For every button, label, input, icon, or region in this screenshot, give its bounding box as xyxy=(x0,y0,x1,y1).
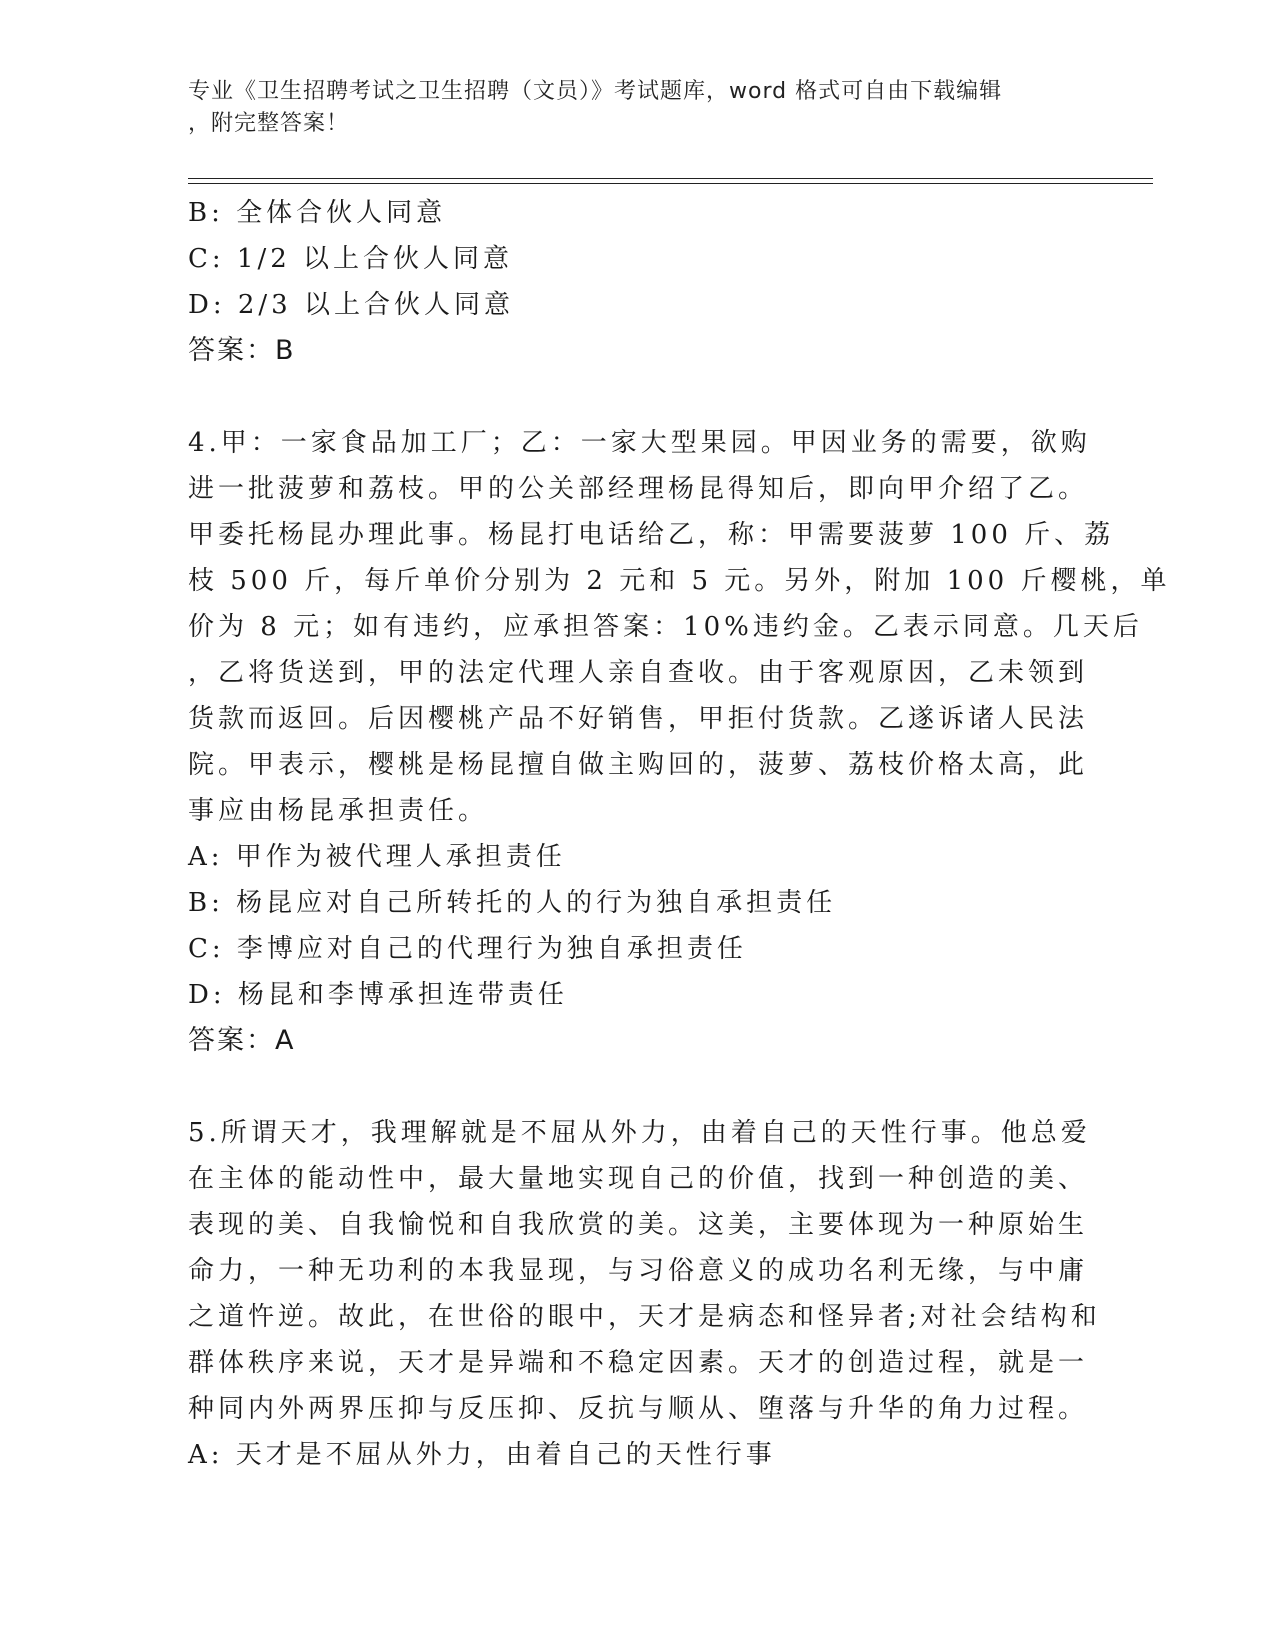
option-a: A: 甲作为被代理人承担责任 xyxy=(188,842,566,872)
option-c: C: 李博应对自己的代理行为独自承担责任 xyxy=(188,934,747,964)
question-text-line: 种同内外两界压抑与反压抑、反抗与顺从、堕落与升华的角力过程。 xyxy=(188,1394,1089,1424)
question-text-line: 价为 8 元；如有违约，应承担答案：10%违约金。乙表示同意。几天后 xyxy=(188,612,1143,642)
question-text-line: 之道忤逆。故此，在世俗的眼中，天才是病态和怪异者;对社会结构和 xyxy=(188,1302,1101,1332)
option-d: D: 2/3 以上合伙人同意 xyxy=(188,290,514,320)
question-text-line: 货款而返回。后因樱桃产品不好销售，甲拒付货款。乙遂诉诸人民法 xyxy=(188,704,1089,734)
question-4 xyxy=(188,420,1171,1064)
option-b: B: 全体合伙人同意 xyxy=(188,198,447,228)
question-text-line: 4.甲：一家食品加工厂；乙：一家大型果园。甲因业务的需要，欲购 xyxy=(188,428,1091,458)
question-5 xyxy=(188,1110,1108,1478)
question-text-line: 甲委托杨昆办理此事。杨昆打电话给乙，称：甲需要菠萝 100 斤、荔 xyxy=(188,520,1115,550)
header-line-2: ，附完整答案！ xyxy=(188,111,350,136)
question-text-line: 在主体的能动性中，最大量地实现自己的价值，找到一种创造的美、 xyxy=(188,1164,1089,1194)
spacer xyxy=(188,374,1108,420)
question-text-line: 进一批菠萝和荔枝。甲的公关部经理杨昆得知后，即向甲介绍了乙。 xyxy=(188,474,1089,504)
option-d: D: 杨昆和李博承担连带责任 xyxy=(188,980,568,1010)
option-b: B: 杨昆应对自己所转托的人的行为独自承担责任 xyxy=(188,888,837,918)
header-line-1: 专业《卫生招聘考试之卫生招聘（文员）》考试题库，word 格式可自由下载编辑 xyxy=(188,79,1003,104)
header-divider-bottom xyxy=(188,183,1153,184)
question-text-line: 表现的美、自我愉悦和自我欣赏的美。这美，主要体现为一种原始生 xyxy=(188,1210,1089,1240)
question-text-line: 群体秩序来说，天才是异端和不稳定因素。天才的创造过程，就是一 xyxy=(188,1348,1089,1378)
question-text-line: 院。甲表示，樱桃是杨昆擅自做主购回的，菠萝、荔枝价格太高，此 xyxy=(188,750,1089,780)
header-divider-top xyxy=(188,178,1153,179)
question-text-line: ，乙将货送到，甲的法定代理人亲自查收。由于客观原因，乙未领到 xyxy=(188,658,1089,688)
option-a: A: 天才是不屈从外力，由着自己的天性行事 xyxy=(188,1440,776,1470)
question-text-line: 枝 500 斤，每斤单价分别为 2 元和 5 元。另外，附加 100 斤樱桃，单 xyxy=(188,566,1171,596)
document-body xyxy=(188,190,1171,1478)
question-3 xyxy=(188,190,1108,374)
option-c: C: 1/2 以上合伙人同意 xyxy=(188,244,514,274)
question-text-line: 命力，一种无功利的本我显现，与习俗意义的成功名利无缘，与中庸 xyxy=(188,1256,1089,1286)
answer: 答案：B xyxy=(188,335,296,366)
question-text-line: 5.所谓天才，我理解就是不屈从外力，由着自己的天性行事。他总爱 xyxy=(188,1118,1091,1148)
spacer xyxy=(188,1064,1108,1110)
document-header xyxy=(188,76,1088,140)
question-text-line: 事应由杨昆承担责任。 xyxy=(188,796,489,826)
answer: 答案：A xyxy=(188,1025,296,1056)
